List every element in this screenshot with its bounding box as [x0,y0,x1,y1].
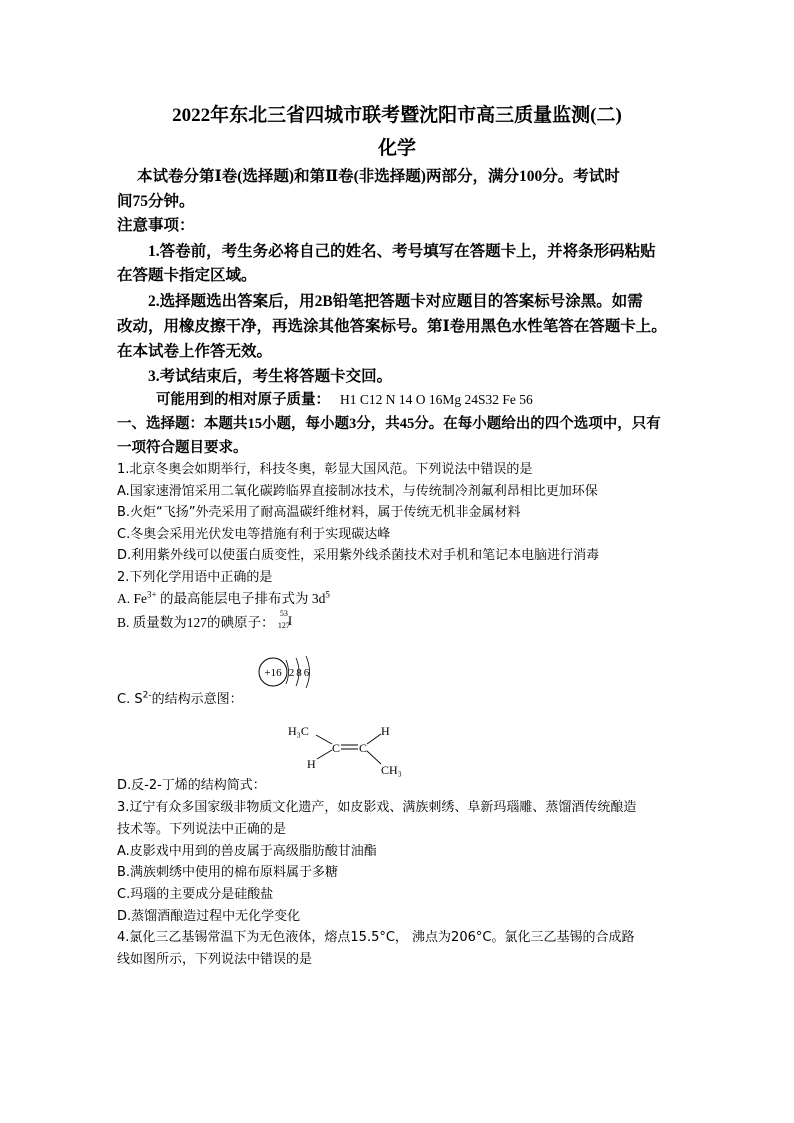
q2-stem: 2.下列化学用语中正确的是 [117,570,273,585]
nuclide-bottom-number: 127 [277,621,290,630]
trans-2-butene-structure [284,720,424,780]
q2-option-c [117,688,243,707]
atomic-mass-line [156,388,533,409]
hydrogen-right: H [381,724,390,738]
carbon-right: C [359,741,368,755]
q1-stem: 1.北京冬奥会如期举行，科技冬奥，彰显大国风范。下列说法中错误的是 [117,462,533,477]
q1-option-b: B.火炬“飞扬”外壳采用了耐高温碳纤维材料，属于传统无机非金属材料 [117,505,521,520]
subject-title: 化学 [377,138,416,159]
q2-option-d: D.反-2-丁烯的结构简式： [117,778,266,793]
sulfide-ion-structure-diagram [256,652,318,694]
q3-stem-line-2: 技术等。下列说法中正确的是 [117,822,287,837]
q2-a-prefix: A. Fe [117,591,147,606]
q2-c-charge: 2- [142,690,152,701]
q2-c-suffix: 的结构示意图： [151,692,243,707]
notice-label: 注意事项： [117,217,195,234]
q3-option-d: D.蒸馏酒酿造过程中无化学变化 [117,909,301,924]
notice-item-1-line-2: 在答题卡指定区域。 [117,267,257,284]
methyl-group-right: CH₃ [381,763,402,777]
bond-ch3-c [316,735,332,744]
notice-item-3: 3.考试结束后，考生将答题卡交回。 [148,368,393,385]
hydrogen-left: H [307,757,316,771]
q2-a-exponent: 5 [325,589,330,600]
q3-option-c: C.玛瑙的主要成分是硅酸盐 [117,887,274,902]
section-1-heading-line-2: 一项符合题目要求。 [117,440,248,456]
intro-line-2: 间75分钟。 [117,193,195,210]
q3-stem-line-1: 3.辽宁有众多国家级非物质文化遗产，如皮影戏、满族刺绣、阜新玛瑙雕、蒸馏酒传统酿造 [117,800,637,815]
q2-b-text: B. 质量数为127的碘原子： [117,615,275,630]
nuclide-symbol: I [287,613,293,628]
bond-h-c [317,750,332,759]
q2-a-charge: 3+ [147,589,157,600]
section-1-heading-line-1: 一、选择题：本题共15小题，每小题3分，共45分。在每小题给出的四个选项中，只有 [117,416,661,432]
q4-stem-line-2: 线如图所示，下列说法中错误的是 [117,952,313,967]
intro-line-1: 本试卷分第Ⅰ卷(选择题)和第Ⅱ卷(非选择题)两部分，满分100分。考试时 [137,168,620,185]
electron-shell-counts: 286 [288,667,312,679]
q2-option-b [117,611,296,631]
notice-item-2-line-3: 在本试卷上作答无效。 [117,343,273,360]
q1-option-d: D.利用紫外线可以使蛋白质变性，采用紫外线杀菌技术对手机和笔记本电脑进行消毒 [117,548,600,563]
q2-c-prefix: C. S [117,692,143,707]
bond-c-ch3 [367,751,381,764]
methyl-group-left: H₃C [288,724,309,738]
q1-option-c: C.冬奥会采用光伏发电等措施有利于实现碳达峰 [117,527,391,542]
notice-item-2-line-2: 改动，用橡皮擦干净，再选涂其他答案标号。第Ⅰ卷用黑色水性笔答在答题卡上。 [117,318,667,335]
bond-c-h [367,734,381,744]
nucleus-charge: +16 [264,667,282,679]
q3-option-b: B.满族刺绣中使用的棉布原料属于多糖 [117,865,339,880]
exam-title: 2022年东北三省四城市联考暨沈阳市高三质量监测(二) [172,105,622,126]
q3-option-a: A.皮影戏中用到的兽皮属于高级脂肪酸甘油酯 [117,844,377,859]
atomic-mass-label: 可能用到的相对原子质量： [156,392,330,408]
carbon-left: C [332,741,341,755]
q2-a-middle: 的最高能层电子排布式为 3d [156,591,326,606]
q1-option-a: A.国家速滑馆采用二氧化碳跨临界直接制冰技术，与传统制冷剂氟利昂相比更加环保 [117,484,598,499]
iodine-nuclide [278,611,296,631]
q2-option-a [117,587,330,607]
notice-item-2-line-1: 2.选择题选出答案后，用2B铅笔把答题卡对应题目的答案标号涂黑。如需 [148,293,643,310]
nuclide-top-number: 53 [279,609,288,618]
q4-stem-line-1: 4.氯化三乙基锡常温下为无色液体，熔点15.5°C， 沸点为206°C。氯化三乙基锡的合成路 [117,930,635,945]
notice-item-1-line-1: 1.答卷前，考生务必将自己的姓名、考号填写在答题卡上，并将条形码粘贴 [148,243,656,260]
atomic-mass-values: H1 C12 N 14 O 16Mg 24S32 Fe 56 [340,392,533,407]
